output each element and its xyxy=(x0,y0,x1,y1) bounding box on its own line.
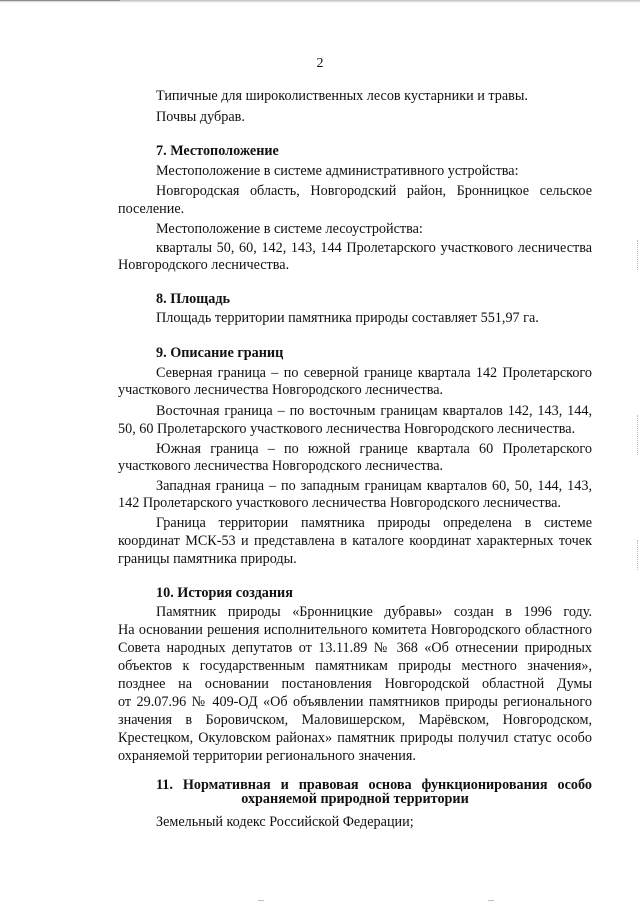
paragraph-line: границы памятника природы. xyxy=(118,551,297,567)
intro-line: Типичные для широколиственных лесов кустарники и травы. xyxy=(156,88,528,104)
section-11-heading: охраняемой природной территории xyxy=(241,791,469,807)
paragraph-line: поселение. xyxy=(118,201,185,217)
paragraph-line: объектов к государственным памятникам природы местного значения», xyxy=(118,658,592,674)
scan-margin-mark xyxy=(634,240,638,270)
section-8-heading: 8. Площадь xyxy=(156,291,231,307)
paragraph-line: Земельный кодекс Российской Федерации; xyxy=(156,814,414,830)
paragraph-line: Крестецком, Окуловском районах» памятник природы получил статус особо xyxy=(118,730,592,746)
paragraph-line: значения в Боровичском, Маловишерском, Марёвском, Новгородском, xyxy=(118,712,592,728)
paragraph-line: охраняемой территории регионального значения. xyxy=(118,748,416,764)
section-10-heading: 10. История создания xyxy=(156,585,293,601)
section-9-heading: 9. Описание границ xyxy=(156,345,284,361)
section-11-heading: 11. Нормативная и правовая основа функционирования особо xyxy=(156,777,592,793)
paragraph-line: Новгородская область, Новгородский район, Бронницкое сельское xyxy=(156,183,592,199)
section-7-heading: 7. Местоположение xyxy=(156,143,279,159)
paragraph-line: координат МСК-53 и представлена в каталоге координат характерных точек xyxy=(118,533,592,549)
paragraph-line: Местоположение в системе лесоустройства: xyxy=(156,221,423,237)
paragraph-line: Северная граница – по северной границе квартала 142 Пролетарского xyxy=(156,365,592,381)
paragraph-line: 142 Пролетарского участкового лесничества Новгородского лесничества. xyxy=(118,495,561,511)
paragraph-line: Южная граница – по южной границе квартала 60 Пролетарского xyxy=(156,441,592,457)
paragraph-line: участкового лесничества Новгородского лесничества. xyxy=(118,458,444,474)
paragraph-line: участкового лесничества Новгородского лесничества. xyxy=(118,382,444,398)
paragraph-line: Западная граница – по западным границам кварталов 60, 50, 144, 143, xyxy=(156,478,592,494)
paragraph-line: Памятник природы «Бронницкие дубравы» создан в 1996 году. xyxy=(156,604,592,620)
paragraph-line: кварталы 50, 60, 142, 143, 144 Пролетарского участкового лесничества xyxy=(156,240,592,256)
paragraph-line: Новгородского лесничества. xyxy=(118,257,290,273)
document-body xyxy=(118,0,592,905)
intro-line: Почвы дубрав. xyxy=(156,109,245,125)
paragraph-line: Местоположение в системе административного устройства: xyxy=(156,163,519,179)
paragraph-line: На основании решения исполнительного комитета Новгородского областного xyxy=(118,622,592,638)
paragraph-line: позднее на основании постановления Новгородской областной Думы xyxy=(118,676,592,692)
scan-margin-mark xyxy=(634,415,638,455)
paragraph-line: Совета народных депутатов от 13.11.89 № 368 «Об отнесении природных xyxy=(118,640,592,656)
paragraph-line: от 29.07.96 № 409-ОД «Об объявлении памятников природы регионального xyxy=(118,694,592,710)
paragraph-line: Граница территории памятника природы определена в системе xyxy=(156,515,592,531)
paragraph-line: 50, 60 Пролетарского участкового лесничества Новгородского лесничества. xyxy=(118,421,576,437)
page-number: 2 xyxy=(316,56,324,71)
paragraph-line: Восточная граница – по восточным границам кварталов 142, 143, 144, xyxy=(156,403,592,419)
paragraph-line: Площадь территории памятника природы составляет 551,97 га. xyxy=(156,310,539,326)
scan-margin-mark xyxy=(634,540,638,570)
